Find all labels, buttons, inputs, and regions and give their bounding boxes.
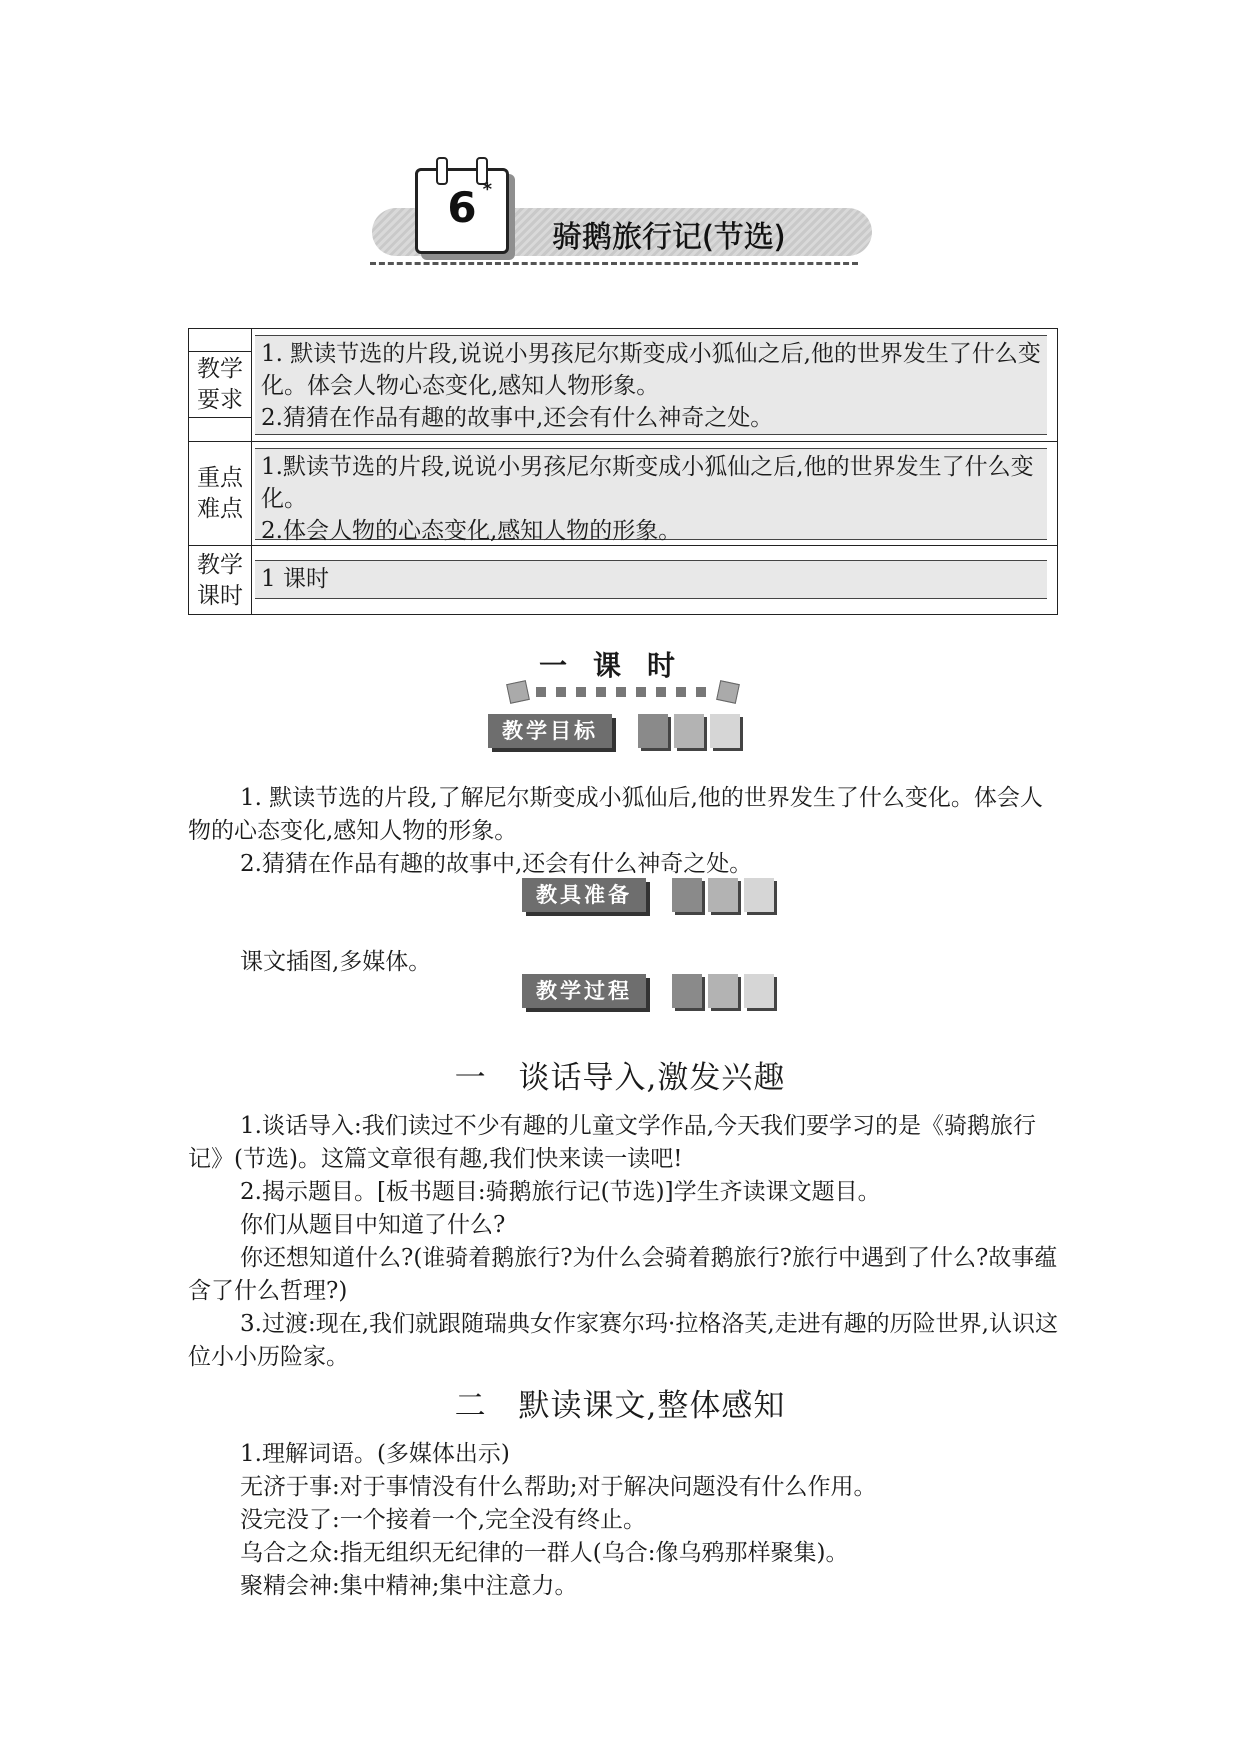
tag-teaching-goals: 教学目标: [488, 714, 756, 752]
tools-text: 课文插图,多媒体。: [240, 949, 432, 975]
calendar-ring: [436, 157, 448, 185]
tag-teaching-process: 教学过程: [522, 974, 790, 1012]
calendar-icon: [415, 168, 509, 254]
requirements-table: [188, 328, 1058, 615]
dashed-divider: [370, 262, 858, 265]
lesson-number: 6: [447, 183, 477, 232]
tag-teaching-tools: 教具准备: [522, 878, 790, 916]
table-row: [189, 545, 1057, 615]
lesson-header: [372, 150, 872, 270]
row-content: 1.默读节选的片段,说说小男孩尼尔斯变成小狐仙之后,他的世界发生了什么变化。 2.体会人物的心态变化,感知人物的形象。: [255, 448, 1047, 540]
row-label: 教学要求: [189, 329, 252, 441]
lesson-title: 骑鹅旅行记(节选): [552, 220, 786, 255]
row-content: 1. 默读节选的片段,说说小男孩尼尔斯变成小狐仙之后,他的世界发生了什么变化。体会人物心态变化,感知人物形象。 2.猜猜在作品有趣的故事中,还会有什么神奇之处。: [255, 335, 1047, 435]
table-row: [189, 329, 1057, 441]
row-label: 教学课时: [189, 546, 252, 615]
session-title: 一课时: [538, 649, 701, 682]
row-label: 重点难点: [189, 442, 252, 546]
section1-text: 1.谈话导入:我们读过不少有趣的儿童文学作品,今天我们要学习的是《骑鹅旅行记》(节选)。这篇文章很有趣,我们快来读一读吧! 2.揭示题目。[板书题目:骑鹅旅行记(节选)]学生齐读课文题目。 你们从题目中知道了什么? 你还想知道什么?(谁骑着鹅旅行?为什么会骑着鹅旅行?旅行中遇到了什么?故事蕴含了什么哲理?) 3.过渡:现在,我们就跟随瑞典女作家赛尔玛·拉格洛芙,走进有趣的历险世界,认识这位小小历险家。: [188, 1113, 1058, 1370]
decorative-divider: [508, 682, 738, 702]
row-content: 1 课时: [255, 560, 1047, 599]
section2-text: 1.理解词语。(多媒体出示) 无济于事:对于事情没有什么帮助;对于解决问题没有什么作用。 没完没了:一个接着一个,完全没有终止。 乌合之众:指无组织无纪律的一群人(乌合:像乌鸦那样聚集)。 聚精会神:集中精神;集中注意力。: [240, 1441, 877, 1599]
goals-text: 1. 默读节选的片段,了解尼尔斯变成小狐仙后,他的世界发生了什么变化。体会人物的心态变化,感知人物的形象。 2.猜猜在作品有趣的故事中,还会有什么神奇之处。: [188, 785, 1043, 877]
table-row: [189, 441, 1057, 546]
section-heading: 一 谈话导入,激发兴趣: [454, 1060, 786, 1096]
optional-star: *: [482, 179, 492, 200]
section-heading: 二 默读课文,整体感知: [454, 1388, 786, 1424]
